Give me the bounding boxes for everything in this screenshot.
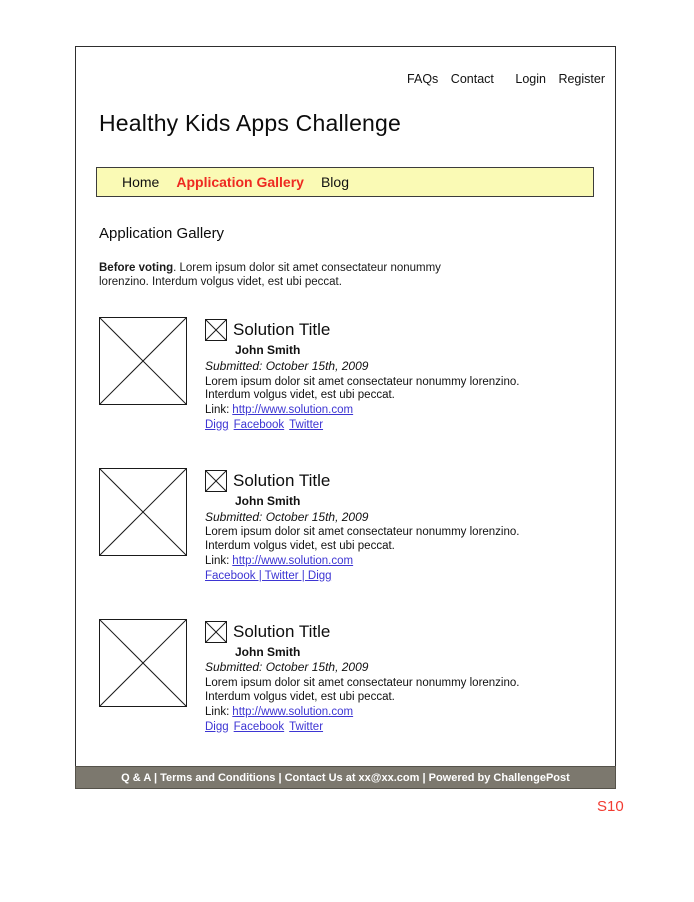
image-placeholder-small-icon bbox=[205, 470, 227, 492]
header-utility-links bbox=[398, 72, 605, 86]
solution-link-label: Link: bbox=[205, 705, 230, 718]
faqs-link[interactable]: FAQs bbox=[407, 72, 439, 86]
nav-item-application-gallery[interactable]: Application Gallery bbox=[176, 174, 304, 190]
solution-info bbox=[205, 468, 537, 584]
site-title: Healthy Kids Apps Challenge bbox=[99, 110, 402, 136]
solution-card bbox=[99, 468, 537, 584]
social-link-digg[interactable]: Digg bbox=[205, 720, 229, 733]
solution-link-label: Link: bbox=[205, 404, 230, 417]
solution-link-line bbox=[205, 706, 537, 720]
solution-thumbnail[interactable] bbox=[99, 619, 187, 707]
solution-link-line bbox=[205, 555, 537, 569]
register-link[interactable]: Register bbox=[558, 72, 605, 86]
solution-title: Solution Title bbox=[233, 320, 331, 339]
solutions-list bbox=[99, 317, 537, 769]
nav-item-home[interactable]: Home bbox=[122, 174, 160, 190]
solution-title-row bbox=[205, 621, 537, 643]
solution-author: John Smith bbox=[235, 644, 301, 659]
solution-social-links bbox=[205, 419, 537, 433]
solution-title-row bbox=[205, 319, 537, 341]
gallery-intro bbox=[99, 261, 444, 289]
slide-label: S10 bbox=[597, 798, 624, 815]
social-links-combined[interactable]: Facebook | Twitter | Digg bbox=[205, 569, 332, 582]
image-placeholder-small-icon bbox=[205, 319, 227, 341]
social-link-digg[interactable]: Digg bbox=[205, 418, 229, 431]
solution-social-links bbox=[205, 721, 537, 735]
solution-author: John Smith bbox=[235, 493, 301, 508]
solution-url-link[interactable]: http://www.solution.com bbox=[232, 705, 354, 718]
image-placeholder-icon bbox=[99, 317, 187, 405]
solution-description: Lorem ipsum dolor sit amet consectateur nonummy lorenzino. Interdum volgus videt, est ubi peccat. bbox=[205, 677, 520, 703]
intro-lead: Before voting bbox=[99, 262, 174, 274]
image-placeholder-small-icon bbox=[205, 621, 227, 643]
solution-social-links bbox=[205, 570, 537, 584]
page-frame bbox=[75, 46, 616, 789]
intro-rest: . Lorem ipsum dolor sit amet consectateur nonummy lorenzino. Interdum volgus videt, est ubi peccat. bbox=[99, 262, 441, 288]
social-link-twitter[interactable]: Twitter bbox=[289, 720, 324, 733]
social-link-facebook[interactable]: Facebook bbox=[233, 720, 285, 733]
solution-url-link[interactable]: http://www.solution.com bbox=[232, 404, 354, 417]
solution-thumbnail[interactable] bbox=[99, 317, 187, 405]
solution-link-line bbox=[205, 404, 537, 418]
login-link[interactable]: Login bbox=[515, 72, 546, 86]
solution-title: Solution Title bbox=[233, 621, 331, 641]
solution-author: John Smith bbox=[235, 343, 301, 357]
image-placeholder-icon bbox=[99, 619, 187, 707]
solution-title-row bbox=[205, 470, 537, 492]
solution-description: Lorem ipsum dolor sit amet consectateur nonummy lorenzino. Interdum volgus videt, est ubi peccat. bbox=[205, 526, 520, 553]
solution-description: Lorem ipsum dolor sit amet consectateur nonummy lorenzino. Interdum volgus videt, est ubi peccat. bbox=[205, 375, 520, 402]
social-link-twitter[interactable]: Twitter bbox=[289, 418, 324, 431]
solution-info bbox=[205, 317, 537, 433]
solution-title: Solution Title bbox=[233, 470, 331, 490]
solution-submitted-date: Submitted: October 15th, 2009 bbox=[205, 660, 369, 675]
solution-card bbox=[99, 317, 537, 433]
contact-link[interactable]: Contact bbox=[450, 72, 494, 86]
solution-info bbox=[205, 619, 537, 735]
solution-submitted-date: Submitted: October 15th, 2009 bbox=[205, 509, 369, 524]
main-nav bbox=[96, 167, 594, 197]
solution-thumbnail[interactable] bbox=[99, 468, 187, 556]
footer-bar bbox=[75, 766, 616, 789]
gallery-heading: Application Gallery bbox=[99, 225, 225, 242]
footer-text: Q & A | Terms and Conditions | Contact Us at xx@xx.com | Powered by ChallengePost bbox=[121, 771, 570, 784]
social-link-facebook[interactable]: Facebook bbox=[233, 418, 285, 431]
solution-link-label: Link: bbox=[205, 554, 230, 567]
solution-submitted-date: Submitted: October 15th, 2009 bbox=[205, 358, 369, 373]
solution-url-link[interactable]: http://www.solution.com bbox=[232, 554, 354, 567]
solution-card bbox=[99, 619, 537, 735]
image-placeholder-icon bbox=[99, 468, 187, 556]
nav-item-blog[interactable]: Blog bbox=[320, 174, 349, 190]
